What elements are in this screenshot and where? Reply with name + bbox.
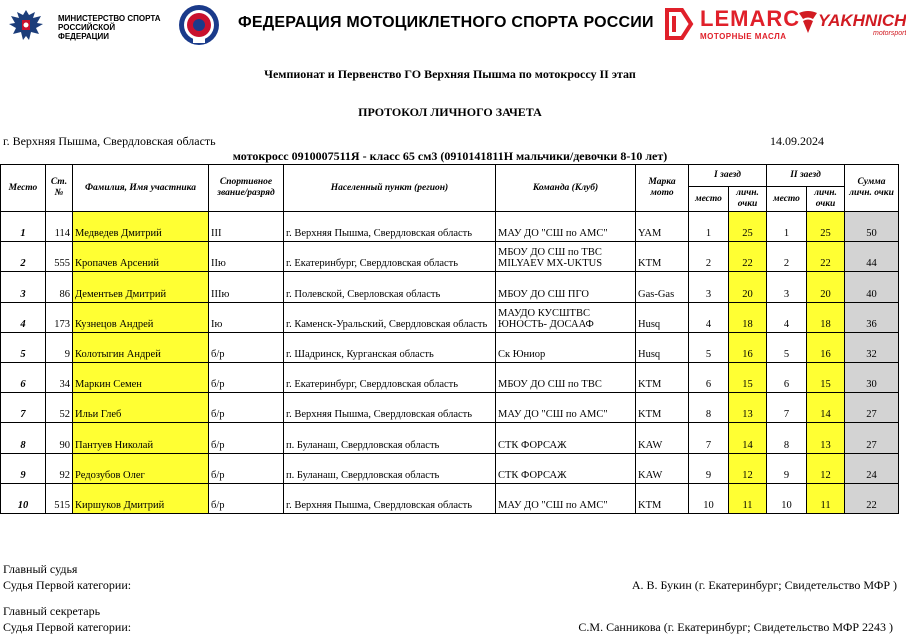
rank-cell: IIIю xyxy=(209,272,284,302)
protocol-title: ПРОТОКОЛ ЛИЧНОГО ЗАЧЕТА xyxy=(358,105,542,119)
header-row xyxy=(1,165,899,187)
secretary-category: Судья Первой категории: xyxy=(3,620,132,634)
sum-cell: 27 xyxy=(845,423,899,453)
place-cell: 9 xyxy=(1,453,46,483)
rank-cell: IIю xyxy=(209,242,284,272)
city-cell: г. Каменск-Уральский, Свердловская область xyxy=(284,302,496,332)
rank-cell: б/р xyxy=(209,393,284,423)
sum-cell: 27 xyxy=(845,393,899,423)
moto-cell: KTM xyxy=(636,483,689,513)
lemarc-tag: МОТОРНЫЕ МАСЛА xyxy=(700,32,787,41)
rank-cell: б/р xyxy=(209,423,284,453)
moto-cell: YAM xyxy=(636,212,689,242)
race1-place-cell: 10 xyxy=(689,483,729,513)
col-race1-place: место xyxy=(689,187,729,212)
race2-place-cell: 1 xyxy=(767,212,807,242)
race2-points-cell: 16 xyxy=(807,332,845,362)
city-cell: п. Буланаш, Свердловская область xyxy=(284,453,496,483)
moto-cell: KTM xyxy=(636,362,689,392)
race1-points-cell: 20 xyxy=(729,272,767,302)
event-place: г. Верхняя Пышма, Свердловская область xyxy=(3,134,216,148)
race1-points-cell: 12 xyxy=(729,453,767,483)
name-cell: Медведев Дмитрий xyxy=(73,212,209,242)
col-race2: II заезд xyxy=(767,165,845,187)
place-cell: 3 xyxy=(1,272,46,302)
race2-place-cell: 4 xyxy=(767,302,807,332)
lemarc-name: LEMARC xyxy=(700,6,801,31)
rank-cell: б/р xyxy=(209,483,284,513)
place-cell: 4 xyxy=(1,302,46,332)
city-cell: г. Полевской, Сверловская область xyxy=(284,272,496,302)
ministry-name xyxy=(58,14,168,41)
sum-cell: 44 xyxy=(845,242,899,272)
start-number-cell: 114 xyxy=(46,212,73,242)
judge-title: Главный судья xyxy=(3,562,78,576)
table-row xyxy=(1,393,899,423)
col-race1: I заезд xyxy=(689,165,767,187)
sum-cell: 50 xyxy=(845,212,899,242)
city-cell: г. Шадринск, Курганская область xyxy=(284,332,496,362)
sum-cell: 22 xyxy=(845,483,899,513)
city-cell: п. Буланаш, Свердловская область xyxy=(284,423,496,453)
race2-place-cell: 5 xyxy=(767,332,807,362)
race1-place-cell: 3 xyxy=(689,272,729,302)
race1-place-cell: 6 xyxy=(689,362,729,392)
yakhnich-tag: motorsport xyxy=(873,30,906,37)
race2-place-cell: 3 xyxy=(767,272,807,302)
race1-place-cell: 9 xyxy=(689,453,729,483)
name-cell: Колотыгин Андрей xyxy=(73,332,209,362)
name-cell: Редозубов Олег xyxy=(73,453,209,483)
col-place: Место xyxy=(1,165,46,212)
moto-cell: KAW xyxy=(636,453,689,483)
race1-place-cell: 7 xyxy=(689,423,729,453)
team-cell: МБОУ ДО СШ по ТВС xyxy=(496,362,636,392)
yakhnich-logo-icon xyxy=(797,9,819,35)
place-cell: 8 xyxy=(1,423,46,453)
city-cell: г. Верхняя Пышма, Свердловская область xyxy=(284,212,496,242)
start-number-cell: 9 xyxy=(46,332,73,362)
race1-place-cell: 2 xyxy=(689,242,729,272)
race2-place-cell: 9 xyxy=(767,453,807,483)
sum-cell: 24 xyxy=(845,453,899,483)
table-row xyxy=(1,423,899,453)
start-number-cell: 92 xyxy=(46,453,73,483)
mfr-emblem-icon xyxy=(178,4,220,46)
race1-points-cell: 14 xyxy=(729,423,767,453)
name-cell: Дементьев Дмитрий xyxy=(73,272,209,302)
city-cell: г. Екатеринбург, Свердловская область xyxy=(284,242,496,272)
start-number-cell: 86 xyxy=(46,272,73,302)
yakhnich-logo xyxy=(818,12,906,37)
results-table xyxy=(0,164,899,514)
secretary-name: С.М. Санникова (г. Екатеринбург; Свидетельство МФР 2243 ) xyxy=(578,620,893,634)
race2-points-cell: 11 xyxy=(807,483,845,513)
col-race2-place: место xyxy=(767,187,807,212)
rank-cell: Iю xyxy=(209,302,284,332)
col-num: Ст. № xyxy=(46,165,73,212)
championship-title: Чемпионат и Первенство ГО Верхняя Пышма по мотокроссу II этап xyxy=(264,67,636,81)
race1-points-cell: 11 xyxy=(729,483,767,513)
yakhnich-name: YAKHNICH xyxy=(818,11,906,30)
moto-cell: Gas-Gas xyxy=(636,272,689,302)
name-cell: Ильи Глеб xyxy=(73,393,209,423)
race1-points-cell: 15 xyxy=(729,362,767,392)
team-cell: МАУ ДО "СШ по АМС" xyxy=(496,393,636,423)
team-cell: МАУДО КУСШТВС ЮНОСТЬ- ДОСААФ xyxy=(496,302,636,332)
team-cell: СТК ФОРСАЖ xyxy=(496,453,636,483)
header-banner xyxy=(0,0,906,50)
city-cell: г. Верхняя Пышма, Свердловская область xyxy=(284,393,496,423)
ministry-line2: РОССИЙСКОЙ ФЕДЕРАЦИИ xyxy=(58,23,116,41)
ministry-emblem-icon xyxy=(5,6,47,46)
race1-place-cell: 8 xyxy=(689,393,729,423)
team-cell: МАУ ДО "СШ по АМС" xyxy=(496,483,636,513)
place-cell: 10 xyxy=(1,483,46,513)
race2-points-cell: 12 xyxy=(807,453,845,483)
table-row xyxy=(1,212,899,242)
race1-points-cell: 18 xyxy=(729,302,767,332)
start-number-cell: 52 xyxy=(46,393,73,423)
race2-points-cell: 22 xyxy=(807,242,845,272)
class-line: мотокросс 0910007511Я - класс 65 см3 (0910141811Н мальчики/девочки 8-10 лет) xyxy=(232,149,668,163)
team-cell: МБОУ ДО СШ ПГО xyxy=(496,272,636,302)
col-race1-points: личн. очки xyxy=(729,187,767,212)
start-number-cell: 555 xyxy=(46,242,73,272)
table-row xyxy=(1,272,899,302)
race1-points-cell: 13 xyxy=(729,393,767,423)
col-sum: Сумма личн. очки xyxy=(845,165,899,212)
start-number-cell: 515 xyxy=(46,483,73,513)
rank-cell: III xyxy=(209,212,284,242)
name-cell: Пантуев Николай xyxy=(73,423,209,453)
race1-place-cell: 5 xyxy=(689,332,729,362)
place-cell: 1 xyxy=(1,212,46,242)
sum-cell: 36 xyxy=(845,302,899,332)
race2-points-cell: 18 xyxy=(807,302,845,332)
race1-points-cell: 25 xyxy=(729,212,767,242)
name-cell: Кузнецов Андрей xyxy=(73,302,209,332)
lemarc-logo-icon xyxy=(664,8,694,40)
team-cell: СТК ФОРСАЖ xyxy=(496,423,636,453)
rank-cell: б/р xyxy=(209,362,284,392)
race2-place-cell: 6 xyxy=(767,362,807,392)
city-cell: г. Верхняя Пышма, Свердловская область xyxy=(284,483,496,513)
ministry-line1: МИНИСТЕРСТВО СПОРТА xyxy=(58,14,161,23)
secretary-title: Главный секретарь xyxy=(3,604,101,618)
col-team: Команда (Клуб) xyxy=(496,165,636,212)
lemarc-logo xyxy=(700,8,800,41)
race1-points-cell: 22 xyxy=(729,242,767,272)
place-cell: 5 xyxy=(1,332,46,362)
start-number-cell: 34 xyxy=(46,362,73,392)
moto-cell: KTM xyxy=(636,393,689,423)
rank-cell: б/р xyxy=(209,453,284,483)
name-cell: Кропачев Арсений xyxy=(73,242,209,272)
race1-place-cell: 4 xyxy=(689,302,729,332)
sum-cell: 40 xyxy=(845,272,899,302)
col-city: Населенный пункт (регион) xyxy=(284,165,496,212)
start-number-cell: 90 xyxy=(46,423,73,453)
moto-cell: Husq xyxy=(636,332,689,362)
team-cell: МАУ ДО "СШ по АМС" xyxy=(496,212,636,242)
col-rank: Спортивное звание/разряд xyxy=(209,165,284,212)
sum-cell: 32 xyxy=(845,332,899,362)
race2-points-cell: 13 xyxy=(807,423,845,453)
name-cell: Киршуков Дмитрий xyxy=(73,483,209,513)
event-date: 14.09.2024 xyxy=(770,134,824,148)
moto-cell: KTM xyxy=(636,242,689,272)
race2-points-cell: 14 xyxy=(807,393,845,423)
race1-points-cell: 16 xyxy=(729,332,767,362)
table-row xyxy=(1,362,899,392)
place-cell: 7 xyxy=(1,393,46,423)
race2-points-cell: 15 xyxy=(807,362,845,392)
sum-cell: 30 xyxy=(845,362,899,392)
race2-place-cell: 7 xyxy=(767,393,807,423)
judge-category: Судья Первой категории: xyxy=(3,578,132,592)
race1-place-cell: 1 xyxy=(689,212,729,242)
name-cell: Маркин Семен xyxy=(73,362,209,392)
col-race2-points: личн. очки xyxy=(807,187,845,212)
rank-cell: б/р xyxy=(209,332,284,362)
judge-name: А. В. Букин (г. Екатеринбург; Свидетельство МФР ) xyxy=(631,578,897,592)
table-row xyxy=(1,242,899,272)
team-cell: МБОУ ДО СШ по ТВС MILYAEV MX-UKTUS xyxy=(496,242,636,272)
moto-cell: Husq xyxy=(636,302,689,332)
race2-place-cell: 2 xyxy=(767,242,807,272)
place-cell: 6 xyxy=(1,362,46,392)
race2-points-cell: 20 xyxy=(807,272,845,302)
table-row xyxy=(1,453,899,483)
federation-title: ФЕДЕРАЦИЯ МОТОЦИКЛЕТНОГО СПОРТА РОССИИ xyxy=(238,14,654,31)
place-cell: 2 xyxy=(1,242,46,272)
team-cell: Ск Юниор xyxy=(496,332,636,362)
col-moto: Марка мото xyxy=(636,165,689,212)
race2-place-cell: 8 xyxy=(767,423,807,453)
start-number-cell: 173 xyxy=(46,302,73,332)
moto-cell: KAW xyxy=(636,423,689,453)
table-row xyxy=(1,483,899,513)
race2-points-cell: 25 xyxy=(807,212,845,242)
table-row xyxy=(1,332,899,362)
col-name: Фамилия, Имя участника xyxy=(73,165,209,212)
race2-place-cell: 10 xyxy=(767,483,807,513)
table-row xyxy=(1,302,899,332)
city-cell: г. Екатеринбург, Свердловская область xyxy=(284,362,496,392)
